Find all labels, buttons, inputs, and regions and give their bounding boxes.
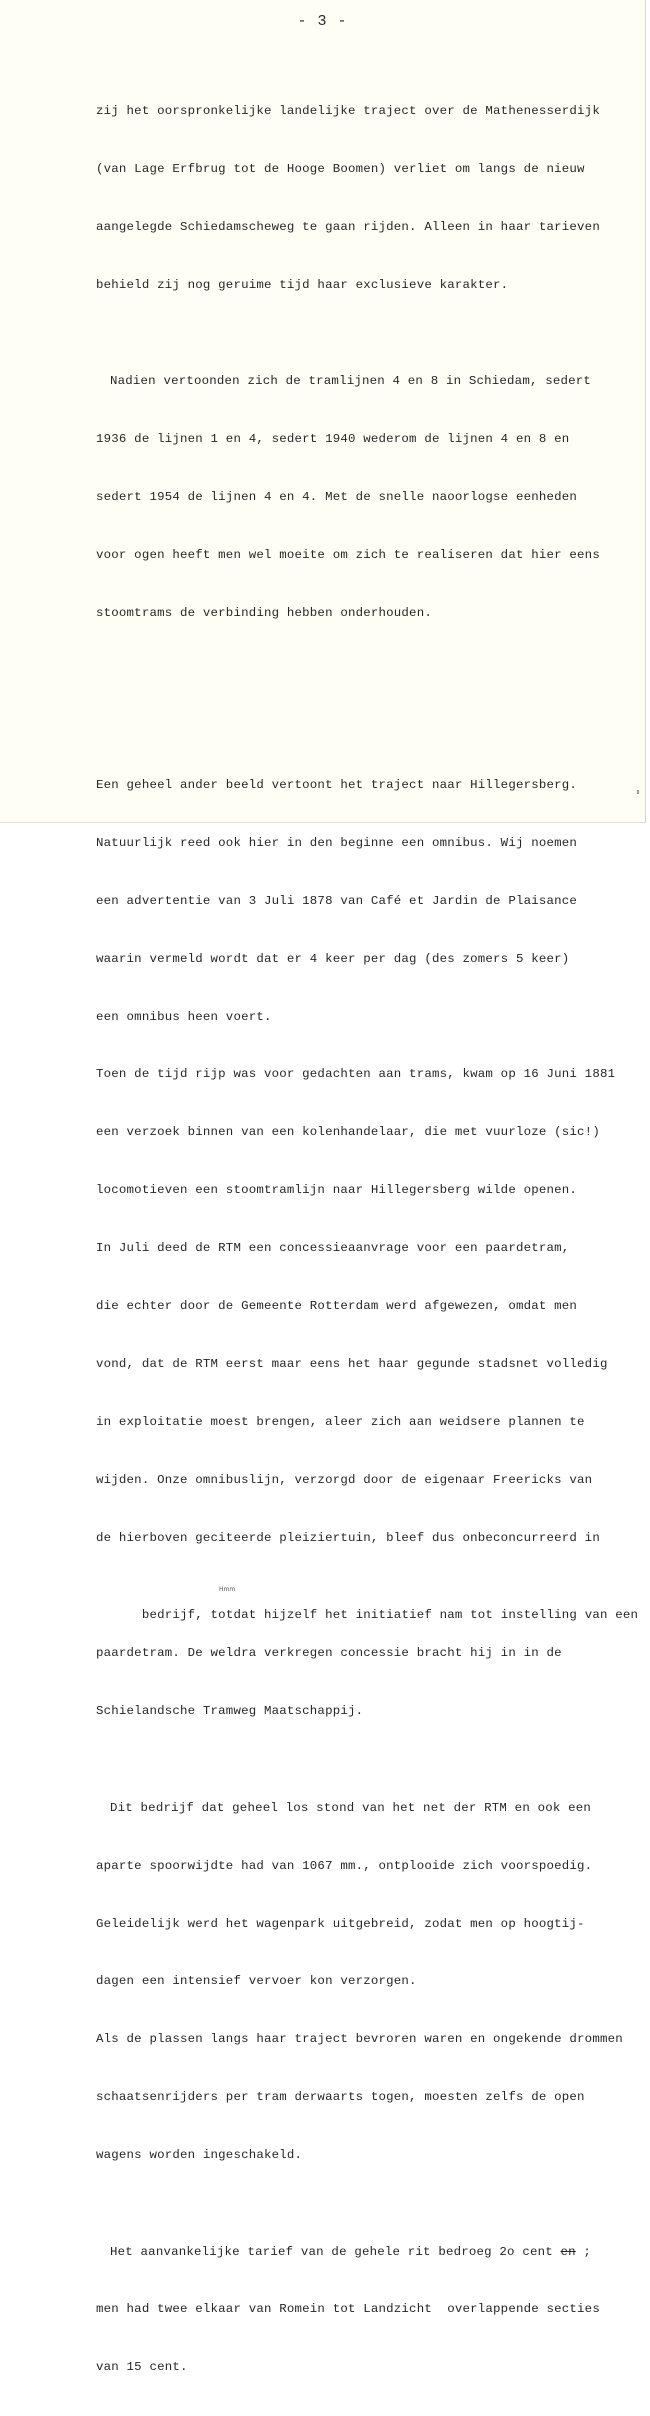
text-line-with-annotation [96, 1586, 639, 1622]
text-segment: Het aanvankelijke tarief van de gehele rit bedroeg 2o cent [110, 2244, 561, 2259]
text-line: de hierboven geciteerde pleiziertuin, bleef dus onbeconcurreerd in [96, 1530, 600, 1545]
text-line: Geleidelijk werd het wagenpark uitgebreid, zodat men op hoogtij- [96, 1916, 585, 1931]
text-line: (van Lage Erfbrug tot de Hooge Boomen) verliet om langs de nieuw [96, 161, 585, 176]
text-line: Een geheel ander beeld vertoont het traject naar Hillegersberg. [96, 777, 578, 792]
handwritten-note: Hmm [219, 1586, 236, 1594]
text-line-with-strikeout [96, 2243, 636, 2262]
text-line: in exploitatie moest brengen, aleer zich aan weidsere plannen te [96, 1414, 585, 1429]
struck-word: en [560, 2244, 576, 2259]
text-line: wijden. Onze omnibuslijn, verzorgd door de eigenaar Freericks van [96, 1472, 593, 1487]
text-line: Schielandsche Tramweg Maatschappij. [96, 1704, 364, 1719]
text-line: locomotieven een stoomtramlijn naar Hillegersberg wilde openen. [96, 1183, 578, 1198]
text-line: paardetram. De weldra verkregen concessie bracht hij in in de [96, 1646, 562, 1661]
text-line: 1936 de lijnen 1 en 4, sedert 1940 wederom de lijnen 4 en 8 en [96, 431, 570, 446]
text-line: een advertentie van 3 Juli 1878 van Café et Jardin de Plaisance [96, 893, 578, 908]
text-line: dagen een intensief vervoer kon verzorgen. [96, 1974, 417, 1989]
text-line: bedrijf, totdat hijzelf het initiatief nam tot instelling van een [141, 1607, 639, 1622]
document-body [96, 44, 639, 2416]
text-line: stoomtrams de verbinding hebben onderhouden. [96, 605, 432, 620]
text-line: voor ogen heeft men wel moeite om zich te realiseren dat hier eens [96, 547, 600, 562]
text-mark: ; [575, 2244, 592, 2259]
text-line: aparte spoorwijdte had van 1067 mm., ontplooide zich voorspoedig. [96, 1858, 593, 1873]
text-line: zij het oorspronkelijke landelijke traject over de Mathenesserdijk [96, 103, 600, 118]
text-line: Als de plassen langs haar traject bevroren waren en ongekende drommen [96, 2032, 623, 2047]
text-line: men had twee elkaar van Romein tot Landzicht overlappende secties [96, 2302, 600, 2317]
text-line: waarin vermeld wordt dat er 4 keer per dag (des zomers 5 keer) [96, 951, 570, 966]
text-line: In Juli deed de RTM een concessieaanvrage voor een paardetram, [96, 1241, 570, 1256]
text-line: behield zij nog geruime tijd haar exclusieve karakter. [96, 277, 509, 292]
text-line: een verzoek binnen van een kolenhandelaar, die met vuurloze (sic!) [96, 1125, 600, 1140]
text-line: die echter door de Gemeente Rotterdam werd afgewezen, omdat men [96, 1299, 578, 1313]
text-line: van 15 cent. [96, 2360, 188, 2375]
page-number: - 3 - [297, 13, 348, 30]
scan-mark [637, 790, 639, 794]
text-line: Nadien vertoonden zich de tramlijnen 4 en 8 in Schiedam, sedert [110, 374, 592, 389]
paragraph-gap [96, 681, 636, 699]
text-line: een omnibus heen voert. [96, 1009, 272, 1024]
text-line: Toen de tijd rijp was voor gedachten aan trams, kwam op 16 Juni 1881 [96, 1067, 616, 1082]
text-line: vond, dat de RTM eerst maar eens het haar gegunde stadsnet volledig [96, 1356, 608, 1371]
text-line: sedert 1954 de lijnen 4 en 4. Met de snelle naoorlogse eenheden [96, 489, 578, 504]
text-line: schaatsenrijders per tram derwaarts togen, moesten zelfs de open [96, 2090, 585, 2105]
text-line: Dit bedrijf dat geheel los stond van het net der RTM en ook een [110, 1800, 592, 1815]
text-line: aangelegde Schiedamscheweg te gaan rijden. Alleen in haar tarieven [96, 219, 600, 234]
text-line: wagens worden ingeschakeld. [96, 2148, 303, 2163]
text-line: Natuurlijk reed ook hier in den beginne een omnibus. Wij noemen [96, 835, 578, 850]
